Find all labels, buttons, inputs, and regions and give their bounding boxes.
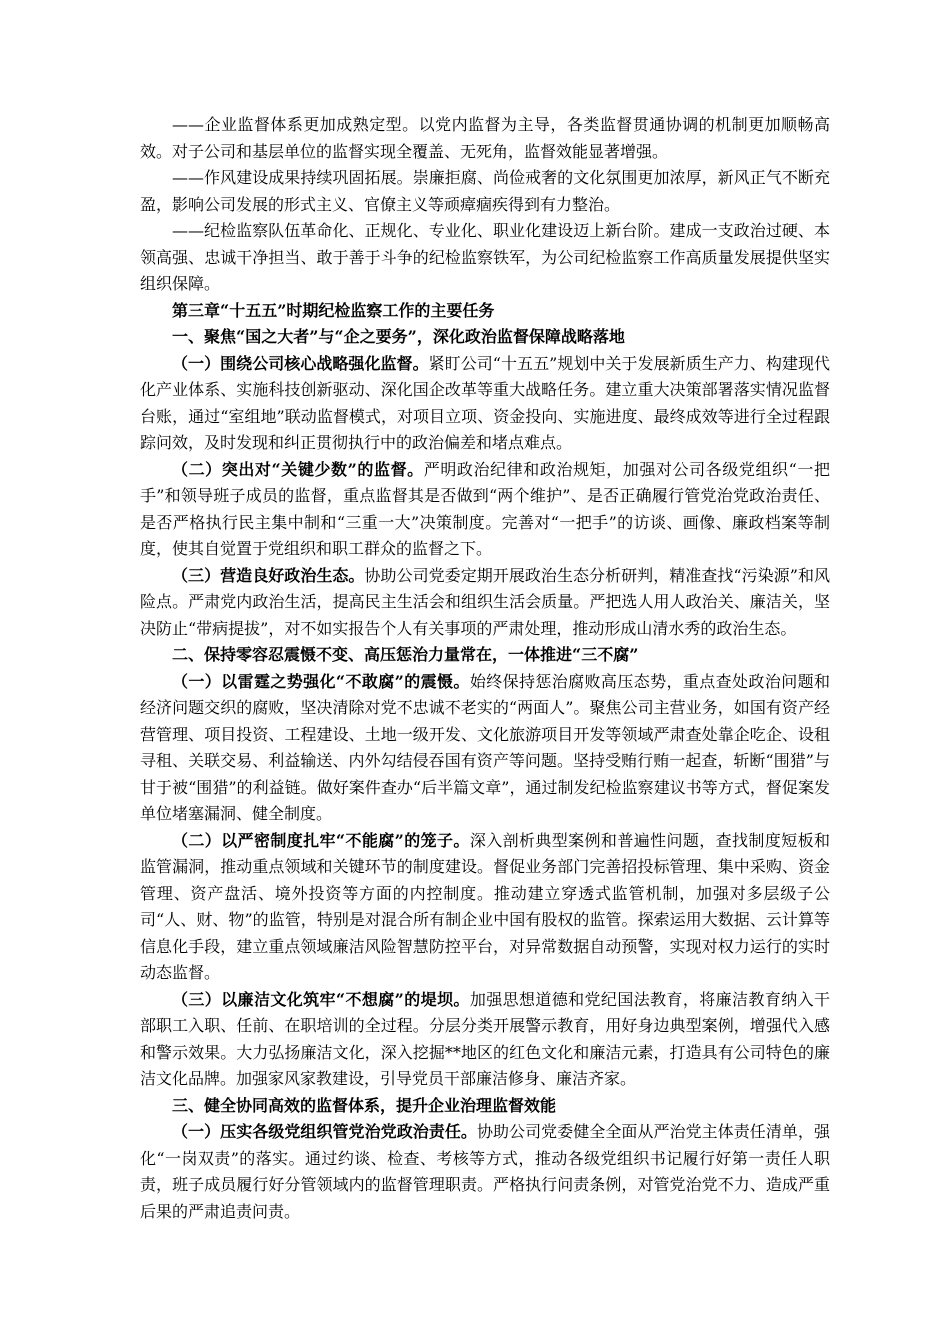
paragraph-supervision-system: ——企业监督体系更加成熟定型。以党内监督为主导，各类监督贯通协调的机制更加顺畅高效。对子公司和基层单位的监督实现全覆盖、无死角，监督效能显著增强。 <box>140 115 830 161</box>
subsection-1-3 <box>140 563 830 643</box>
subsection-body: 深入剖析典型案例和普遍性问题，查找制度短板和监管漏洞，推动重点领域和关键环节的制度建设。督促业务部门完善招投标管理、集中采购、资金管理、资产盘活、境外投资等方面的内控制度。推动建立穿透式监管机制，加强对多层级子公司“人、财、物”的监管，特别是对混合所有制企业中国有股权的监管。探索运用大数据、云计算等信息化手段，建立重点领域廉洁风险智慧防控平台，对异常数据自动预警，实现对权力运行的实时动态监督。 <box>140 830 830 982</box>
subsection-lead: （一）压实各级党组织管党治党政治责任。 <box>172 1122 477 1141</box>
subsection-2-3 <box>140 987 830 1093</box>
subsection-body: 加强思想道德和党纪国法教育，将廉洁教育纳入干部职工入职、任前、在职培训的全过程。分层分类开展警示教育，用好身边典型案例，增强代入感和警示效果。大力弘扬廉洁文化，深入挖掘**地区的红色文化和廉洁元素，打造具有公司特色的廉洁文化品牌。加强家风家教建设，引导党员干部廉洁修身、廉洁齐家。 <box>140 989 830 1088</box>
subsection-body: 协助公司党委健全全面从严治党主体责任清单，强化“一岗双责”的落实。通过约谈、检查、考核等方式，推动各级党组织书记履行好第一责任人职责，班子成员履行好分管领域内的监督管理职责。严格执行问责条例，对管党治党不力、造成严重后果的严肃追责问责。 <box>140 1122 830 1221</box>
subsection-2-1 <box>140 669 830 828</box>
chapter-heading: 第三章“十五五”时期纪检监察工作的主要任务 <box>172 300 495 320</box>
section-heading-3: 三、健全协同高效的监督体系，提升企业治理监督效能 <box>172 1095 557 1115</box>
subsection-body: 始终保持惩治腐败高压态势，重点查处政治问题和经济问题交织的腐败，坚决清除对党不忠诚不老实的“两面人”。聚焦公司主营业务，如国有资产经营管理、项目投资、工程建设、土地一级开发、文化旅游项目开发等领域严肃查处靠企吃企、设租寻租、关联交易、利益输送、内外勾结侵吞国有资产等问题。坚持受贿行贿一起查，斩断“围猎”与甘于被“围猎”的利益链。做好案件查办“后半篇文章”，通过制发纪检监察建议书等方式，督促案发单位堵塞漏洞、健全制度。 <box>140 671 830 823</box>
subsection-body: 紧盯公司“十五五”规划中关于发展新质生产力、构建现代化产业体系、实施科技创新驱动、深化国企改革等重大战略任务。建立重大决策部署落实情况监督台账，通过“室组地”联动监督模式，对项目立项、资金投向、实施进度、最终成效等进行全过程跟踪问效，及时发现和纠正贯彻执行中的政治偏差和堵点难点。 <box>140 353 830 452</box>
subsection-body: 严明政治纪律和政治规矩，加强对公司各级党组织“一把手”和领导班子成员的监督，重点监督其是否做到“两个维护”、是否正确履行管党治党政治责任、是否严格执行民主集中制和“三重一大”决策制度。完善对“一把手”的访谈、画像、廉政档案等制度，使其自觉置于党组织和职工群众的监督之下。 <box>140 459 830 558</box>
subsection-lead: （一）围绕公司核心战略强化监督。 <box>172 353 429 373</box>
section-heading-2: 二、保持零容忍震慑不变、高压惩治力量常在，一体推进“三不腐” <box>172 645 639 664</box>
subsection-2-2 <box>140 828 830 987</box>
paragraph-team-building: ——纪检监察队伍革命化、正规化、专业化、职业化建设迈上新台阶。建成一支政治过硬、本领高强、忠诚干净担当、敢于善于斗争的纪检监察铁军，为公司纪检监察工作高质量发展提供坚实组织保障。 <box>140 221 830 293</box>
paragraph-work-style: ——作风建设成果持续巩固拓展。崇廉拒腐、尚俭戒奢的文化氛围更加浓厚，新风正气不断充盈，影响公司发展的形式主义、官僚主义等顽瘴痼疾得到有力整治。 <box>140 168 830 214</box>
subsection-3-1 <box>140 1119 830 1225</box>
subsection-1-1 <box>140 351 830 457</box>
section-heading-1: 一、聚焦“国之大者”与“企之要务”，深化政治监督保障战略落地 <box>172 327 625 346</box>
subsection-lead: （一）以雷霆之势强化“不敢腐”的震慑。 <box>172 671 470 691</box>
subsection-lead: （二）突出对“关键少数”的监督。 <box>172 459 424 479</box>
subsection-lead: （三）以廉洁文化筑牢“不想腐”的堤坝。 <box>172 989 470 1009</box>
subsection-lead: （三）营造良好政治生态。 <box>172 565 365 585</box>
subsection-lead: （二）以严密制度扎牢“不能腐”的笼子。 <box>172 830 470 850</box>
subsection-1-2 <box>140 457 830 563</box>
subsection-body: 协助公司党委定期开展政治生态分析研判，精准查找“污染源”和风险点。严肃党内政治生活，提高民主生活会和组织生活会质量。严把选人用人政治关、廉洁关，坚决防止“带病提拔”，对不如实报告个人有关事项的严肃处理，推动形成山清水秀的政治生态。 <box>140 565 830 638</box>
